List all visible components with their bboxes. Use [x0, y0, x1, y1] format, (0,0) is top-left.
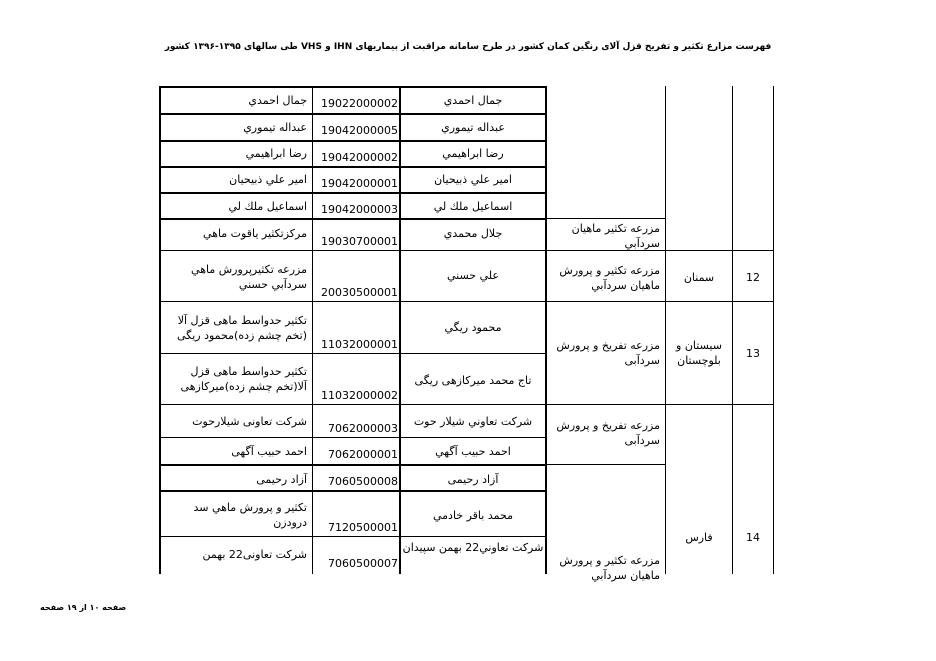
owner-cell: شرکت تعاوني22 بهمن سپيدان — [402, 541, 544, 554]
farm-name-cell: تکثير حدواسط ماهی قزل آلا(تخم چشم زده)ميرکازهی — [180, 365, 307, 393]
row-line — [665, 301, 773, 302]
farm-code-cell: 19042000002 — [321, 151, 398, 164]
column-divider — [312, 86, 313, 574]
row-line — [665, 404, 773, 405]
province-cell: سمنان — [683, 271, 715, 284]
row-line — [159, 218, 546, 220]
column-divider — [399, 86, 401, 574]
farm-code-cell: 19030700001 — [321, 235, 398, 248]
owner-cell: علي حسني — [447, 269, 499, 282]
owner-cell: شرکت تعاوني شيلار حوت — [413, 415, 533, 428]
farm-code-cell: 19042000005 — [321, 124, 398, 137]
farm-name-cell: مزرعه تکثيرپرورش ماهي سردآبي حسني — [191, 263, 307, 291]
table-border-left — [159, 86, 161, 574]
row-line — [545, 218, 666, 219]
farm-type-cell: مزرعه تفريخ و پرورش سردآبی — [556, 339, 660, 367]
row-line — [159, 404, 666, 405]
column-divider — [732, 86, 733, 574]
farm-name-cell: آزاد رحيمی — [256, 473, 307, 486]
farm-code-cell: 19022000002 — [321, 97, 398, 110]
owner-cell: اسماعيل ملك لي — [433, 200, 513, 213]
farm-code-cell: 11032000001 — [321, 338, 398, 351]
farm-code-cell: 20030500001 — [321, 286, 398, 299]
farm-name-cell: تکثير و پرورش ماهي سد درودزن — [193, 501, 307, 529]
row-line — [159, 140, 546, 142]
farm-name-cell: عبداله تيموري — [243, 121, 307, 134]
page-footer: صفحه ۱۰ از ۱۹ صفحه — [40, 603, 127, 612]
owner-cell: محمود ريگي — [444, 321, 502, 334]
row-line — [159, 166, 546, 168]
farm-name-cell: رضا ابراهيمي — [245, 147, 307, 160]
row-line — [159, 536, 546, 537]
farm-name-cell: شرکت تعاونی22 بهمن — [202, 548, 307, 561]
row-line — [159, 353, 546, 354]
farm-type-cell: مزرعه تفريخ و پرورش سردآبی — [556, 419, 660, 447]
owner-cell: جمال احمدي — [443, 94, 503, 107]
owner-cell: جلال محمدي — [443, 227, 503, 240]
farm-name-cell: شرکت تعاونی شيلارحوت — [192, 415, 307, 428]
row-line — [159, 437, 546, 438]
row-line — [159, 464, 666, 465]
owner-cell: محمد باقر خادمي — [433, 509, 513, 522]
farm-name-cell: امير علي ذبيحيان — [229, 173, 307, 186]
row-line — [159, 301, 666, 302]
province-cell: سيستان و بلوچستان — [676, 339, 722, 367]
owner-cell: تاج محمد ميرکازهی ريگی — [414, 374, 532, 387]
row-line — [159, 192, 546, 194]
farm-name-cell: مرکزتکثير ياقوت ماهي — [202, 227, 307, 240]
owner-cell: امير علي ذبيحيان — [434, 173, 512, 186]
farm-code-cell: 19042000003 — [321, 203, 398, 216]
farm-code-cell: 7062000001 — [328, 448, 398, 461]
row-line — [159, 86, 546, 88]
farm-name-cell: تکثير حدواسط ماهی قزل آلا (تخم چشم زده)محمود ريگی — [176, 314, 307, 342]
table-border-right — [773, 86, 774, 574]
row-line — [159, 113, 546, 115]
column-divider — [545, 86, 547, 574]
row-line — [665, 250, 773, 251]
owner-cell: آزاد رحيمی — [447, 473, 499, 486]
page-title: فهرست مزارع تکثیر و تفریخ قزل آلای رنگین کمان کشور در طرح سامانه مراقبت از بیماریهای IHN و VHS طی سالهای ۱۳۹۵-۱۳۹۶ کشور — [164, 42, 772, 52]
farm-code-cell: 7062000003 — [328, 422, 398, 435]
row-number-cell: 13 — [746, 347, 760, 360]
row-number-cell: 12 — [746, 271, 760, 284]
farm-type-cell: مزرعه تکثير ماهيان سردآبي — [571, 222, 660, 250]
farm-code-cell: 7060500008 — [328, 475, 398, 488]
owner-cell: رضا ابراهيمي — [442, 147, 504, 160]
column-divider — [665, 86, 666, 574]
farm-code-cell: 11032000002 — [321, 389, 398, 402]
farm-code-cell: 19042000001 — [321, 177, 398, 190]
farm-name-cell: اسماعيل ملك لي — [228, 200, 307, 213]
province-cell: فارس — [685, 531, 713, 544]
owner-cell: عبداله تيموري — [441, 121, 505, 134]
farm-type-cell: مزرعه تکثير و پرورش ماهيان سردآبي — [559, 554, 660, 582]
farm-name-cell: جمال احمدي — [248, 94, 307, 107]
farm-type-cell: مزرعه تکثير و پرورش ماهيان سردآبي — [559, 264, 660, 292]
farm-code-cell: 7060500007 — [328, 557, 398, 570]
owner-cell: احمد حبيب آگهي — [435, 445, 511, 458]
row-number-cell: 14 — [746, 531, 760, 544]
farm-code-cell: 7120500001 — [328, 521, 398, 534]
row-line — [159, 490, 546, 492]
farm-name-cell: احمد حبيب آگهی — [231, 445, 307, 458]
